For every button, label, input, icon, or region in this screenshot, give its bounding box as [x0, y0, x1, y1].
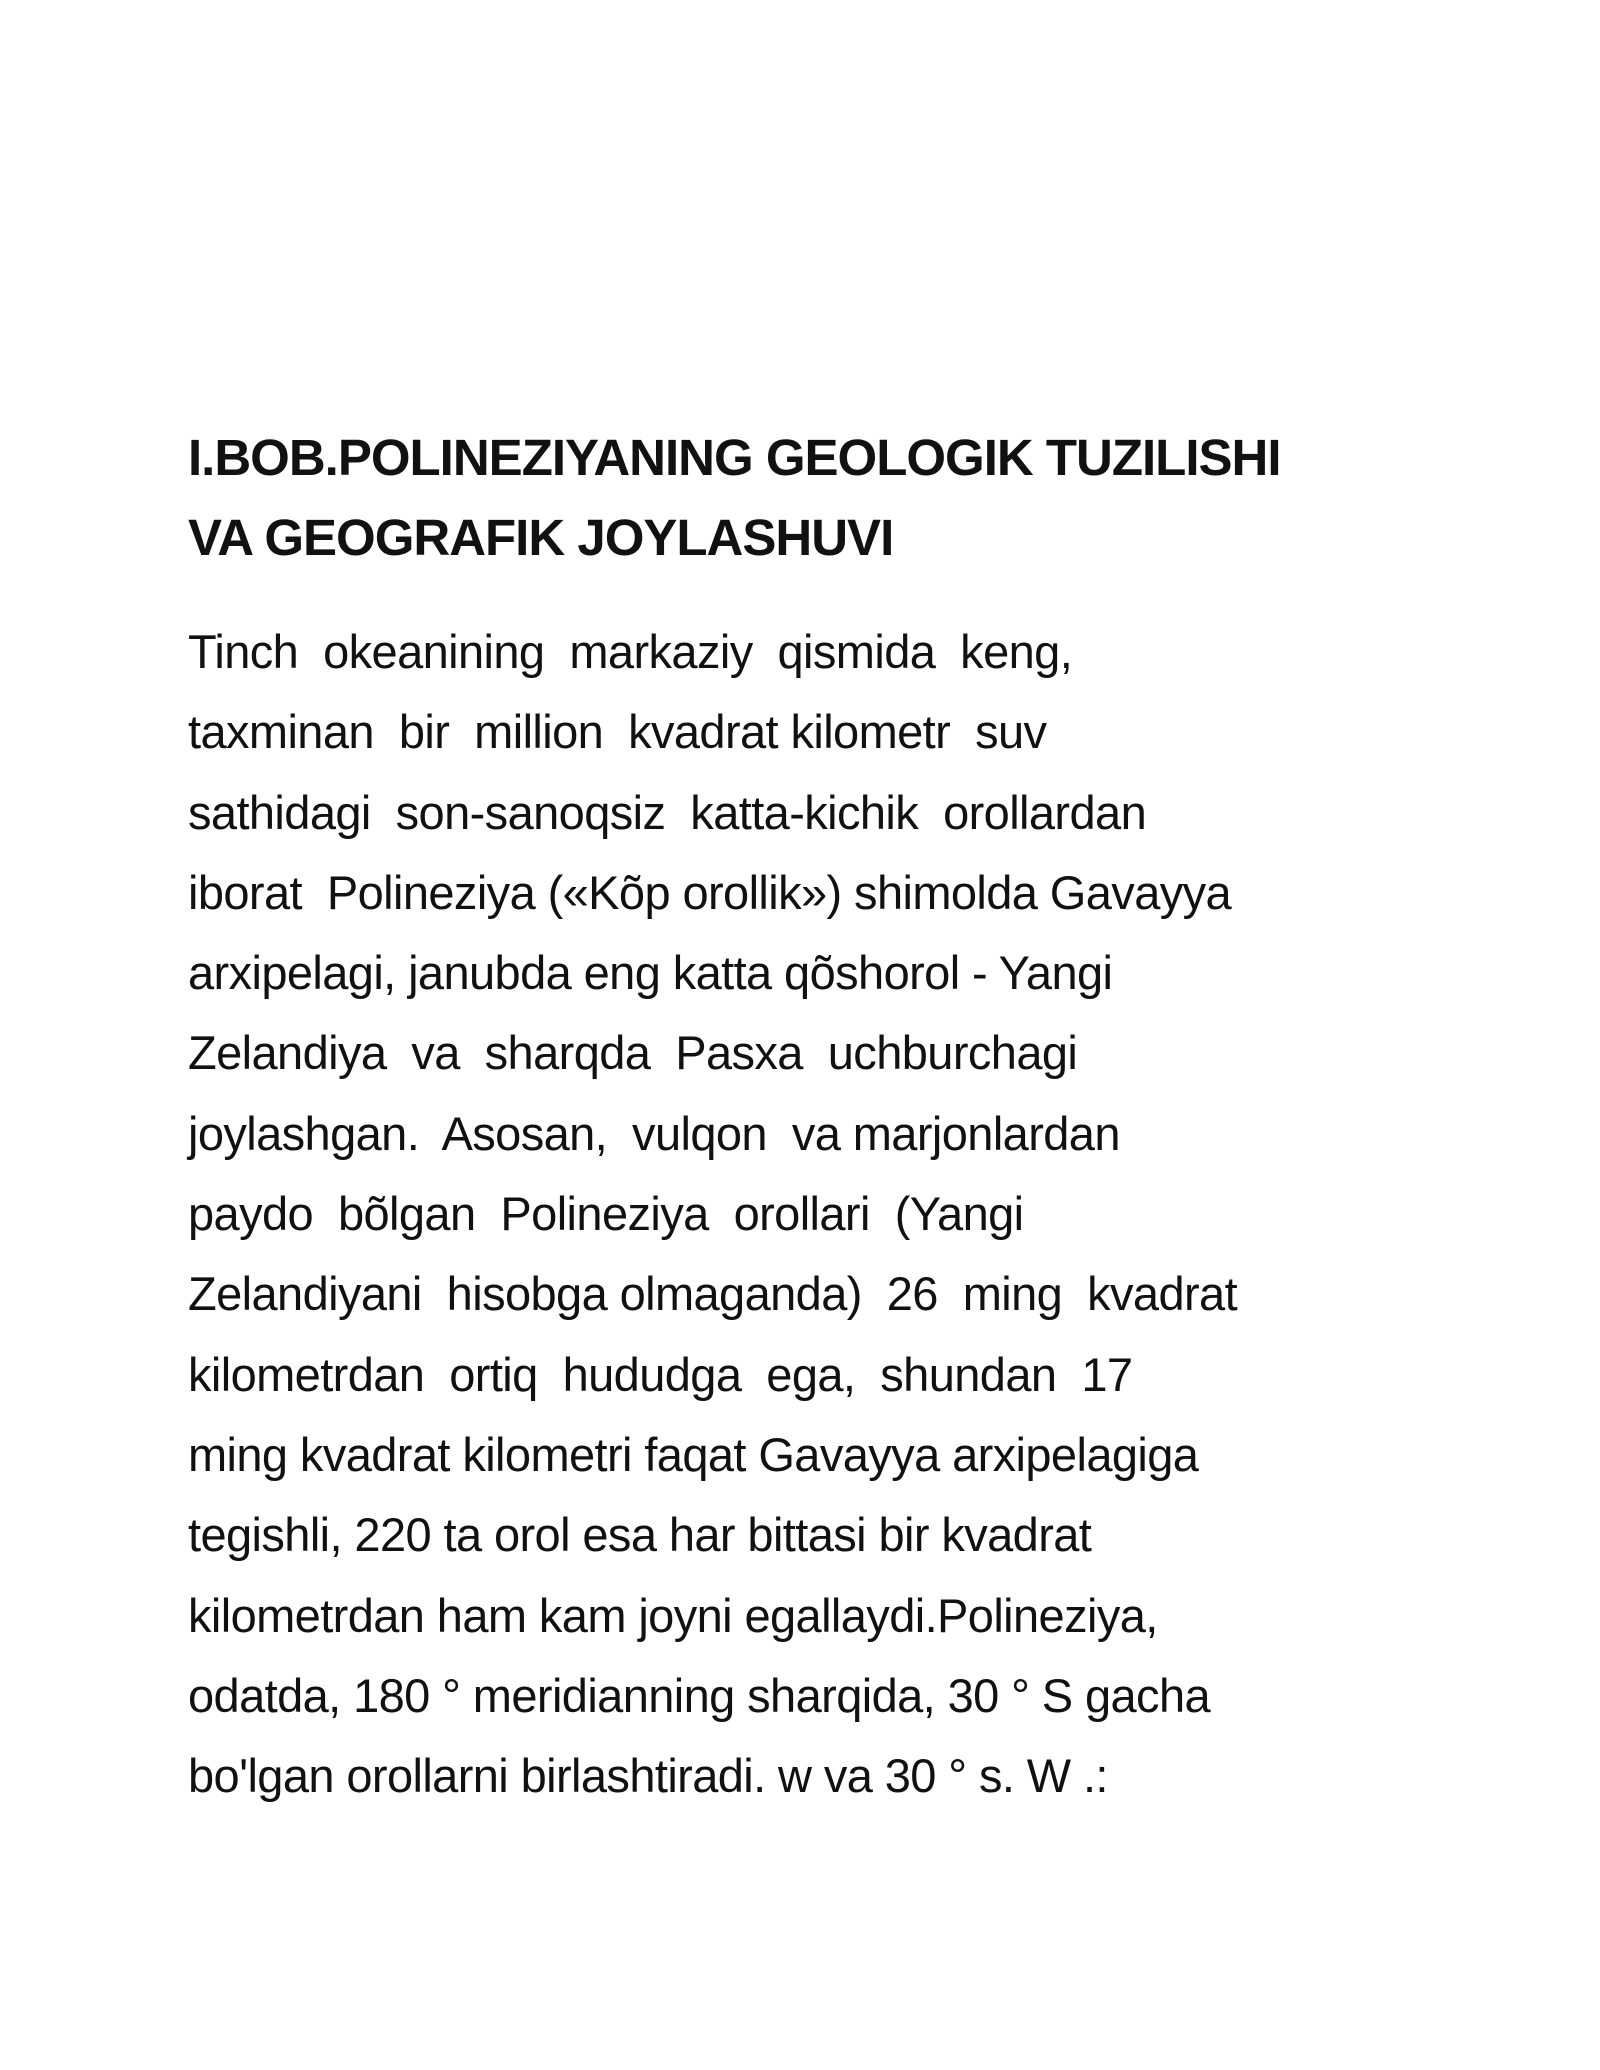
- body-line-14: odatda, 180 ° meridianning sharqida, 30 ° S gacha: [188, 1668, 1211, 1722]
- body-line-5: arxipelagi, janubda eng katta qõshorol - Yangi: [188, 946, 1113, 1000]
- body-line-11: ming kvadrat kilometri faqat Gavayya arxipelagiga: [188, 1427, 1199, 1481]
- heading-line-1: I.BOB.POLINEZIYANING GEOLOGIK TUZILISHI: [188, 429, 1281, 486]
- body-line-4: iborat Polineziya («Kõp orollik») shimolda Gavayya: [188, 865, 1232, 919]
- body-line-13: kilometrdan ham kam joyni egallaydi.Polineziya,: [188, 1588, 1158, 1642]
- body-line-12: tegishli, 220 ta orol esa har bittasi bir kvadrat: [188, 1508, 1092, 1562]
- chapter-heading: [188, 418, 1448, 578]
- body-line-7: joylashgan. Asosan, vulqon va marjonlardan: [188, 1106, 1120, 1160]
- body-line-10: kilometrdan ortiq hududga ega, shundan 17: [188, 1347, 1133, 1401]
- body-line-8: paydo bõlgan Polineziya orollari (Yangi: [188, 1187, 1024, 1241]
- body-line-2: taxminan bir million kvadrat kilometr suv: [188, 705, 1047, 759]
- body-line-15: bo'lgan orollarni birlashtiradi. w va 30 ° s. W .:: [188, 1749, 1108, 1803]
- body-line-9: Zelandiyani hisobga olmaganda) 26 ming kvadrat: [188, 1267, 1238, 1321]
- body-line-1: Tinch okeanining markaziy qismida keng,: [188, 625, 1073, 678]
- body-line-3: sathidagi son-sanoqsiz katta-kichik orollardan: [188, 785, 1147, 839]
- body-line-6: Zelandiya va sharqda Pasxa uchburchagi: [188, 1026, 1078, 1080]
- heading-line-2: VA GEOGRAFIK JOYLASHUVI: [188, 509, 894, 566]
- body-paragraph: [188, 612, 1448, 1816]
